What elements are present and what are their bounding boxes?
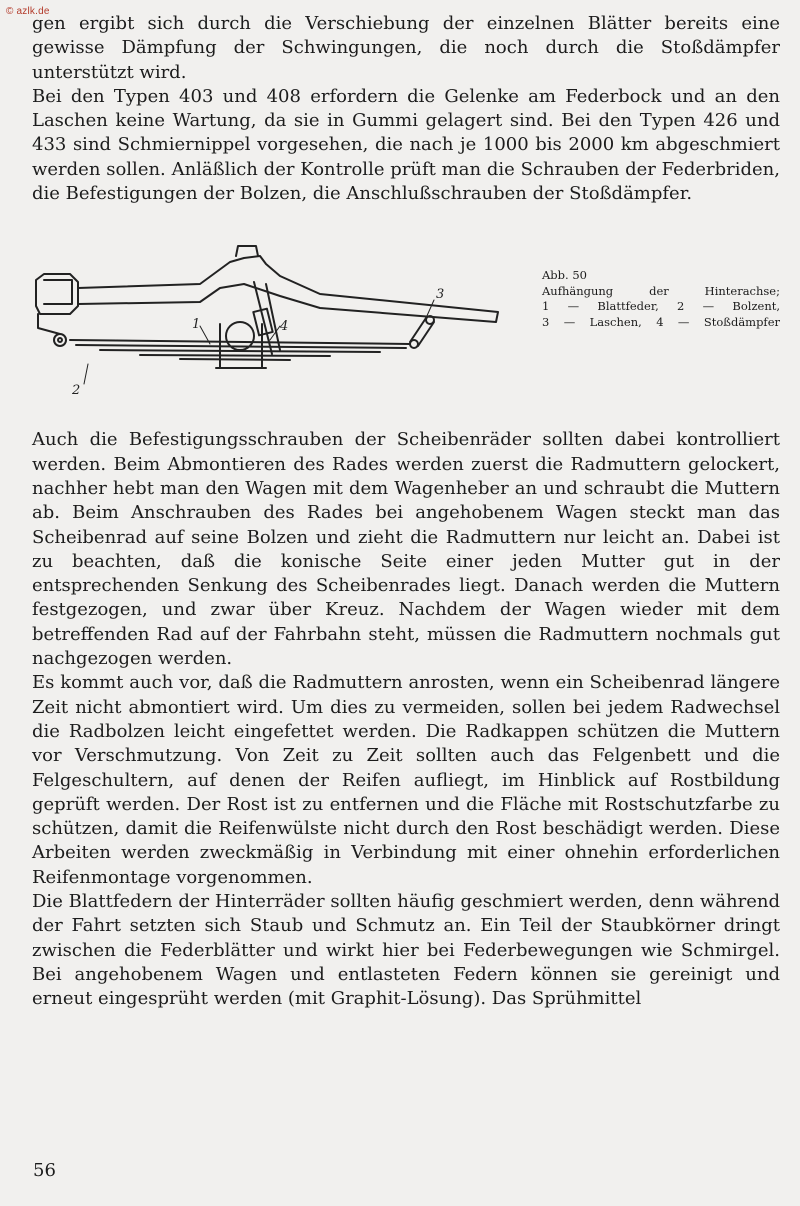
callout-2: 2 xyxy=(72,383,81,395)
leaf-spring xyxy=(70,340,410,344)
callout-1: 1 xyxy=(192,317,201,333)
callout-3: 3 xyxy=(436,287,445,303)
rear-axle-suspension-drawing xyxy=(30,244,510,394)
paragraph-1: gen ergibt sich durch die Verschiebung der einzelnen Blätter bereits eine gewisse Dämpfung der Schwingungen, die noch durch die Stoßdämpfer unterstützt wird. xyxy=(32,13,780,83)
paragraph-3: Auch die Befestigungsschrauben der Scheibenräder sollten dabei kontrolliert werden. Beim Abmontieren des Rades werden zuerst die Radmuttern gelockert, nachher hebt man den Wagen mit dem Wagenheber an und schraubt die Muttern ab. Beim Anschrauben des Rades bei angehobenem Wagen steckt man das Scheibenrad auf seine Bolzen und zieht die Radmuttern nur leicht an. Dabei ist zu beachten, daß die konische Seite einer jeden Mutter gut in der entsprechenden Senkung des Scheibenrades liegt. Danach werden die Muttern festgezogen, und zwar über Kreuz. Nachdem der Wagen wieder mit dem betreffenden Rad auf der Fahrbahn steht, müssen die Radmuttern nochmals gut nachgezogen werden. xyxy=(32,429,780,670)
frame-member xyxy=(78,256,498,322)
page-body xyxy=(32,12,780,1012)
paragraph-4: Es kommt auch vor, daß die Radmuttern anrosten, wenn ein Scheibenrad längere Zeit nicht abmontiert wird. Um dies zu vermeiden, sollen bei jedem Radwechsel die Radbolzen leicht eingefettet werden. Die Radkappen schützen die Muttern vor Verschmutzung. Von Zeit zu Zeit sollten auch das Felgenbett und die Felgeschultern, auf denen der Reifen aufliegt, im Hinblick auf Rostbildung geprüft werden. Der Rost ist zu entfernen und die Fläche mit Rostschutzfarbe zu schützen, damit die Reifenwülste nicht durch den Rost beschädigt werden. Diese Arbeiten werden zweckmäßig in Verbindung mit einer ohnehin erforderlichen Reifenmontage vorgenommen. xyxy=(32,672,780,888)
caption-line: 1 — Blattfeder, 2 — Bolzent, xyxy=(542,299,780,314)
callout-4: 4 xyxy=(280,319,289,335)
caption-line: 3 — Laschen, 4 — Stoßdämpfer xyxy=(542,314,780,329)
pivot-bolt xyxy=(54,334,66,346)
paragraph-5: Die Blattfedern der Hinterräder sollten häufig geschmiert werden, denn während der Fahrt setzten sich Staub und Schmutz an. Ein Teil der Staubkörner dringt zwischen die Federblätter und wirkt hier bei Federbewegungen wie Schmirgel. Bei angehobenem Wagen und entlasteten Federn können sie gereinigt und erneut eingesprüht werden (mit Graphit-Lösung). Das Sprühmittel xyxy=(32,891,780,1010)
copyright-watermark: © azlk.de xyxy=(6,6,50,17)
paragraph-2: Bei den Typen 403 und 408 erfordern die Gelenke am Federbock und an den Laschen keine Wartung, da sie in Gummi gelagert sind. Bei den Typen 426 und 433 sind Schmiernippel vorgesehen, die nach je 1000 bis 2000 km abgeschmiert werden sollen. Anläßlich der Kontrolle prüft man die Schrauben der Federbriden, die Befestigungen der Bolzen, die Anschlußschrauben der Stoßdämpfer. xyxy=(32,85,780,205)
figure-caption xyxy=(542,268,780,330)
caption-line: Aufhängung der Hinterachse; xyxy=(542,283,780,298)
caption-title: Abb. 50 xyxy=(542,268,587,283)
figure-rear-axle xyxy=(32,206,780,428)
page-number: 56 xyxy=(33,1160,56,1181)
